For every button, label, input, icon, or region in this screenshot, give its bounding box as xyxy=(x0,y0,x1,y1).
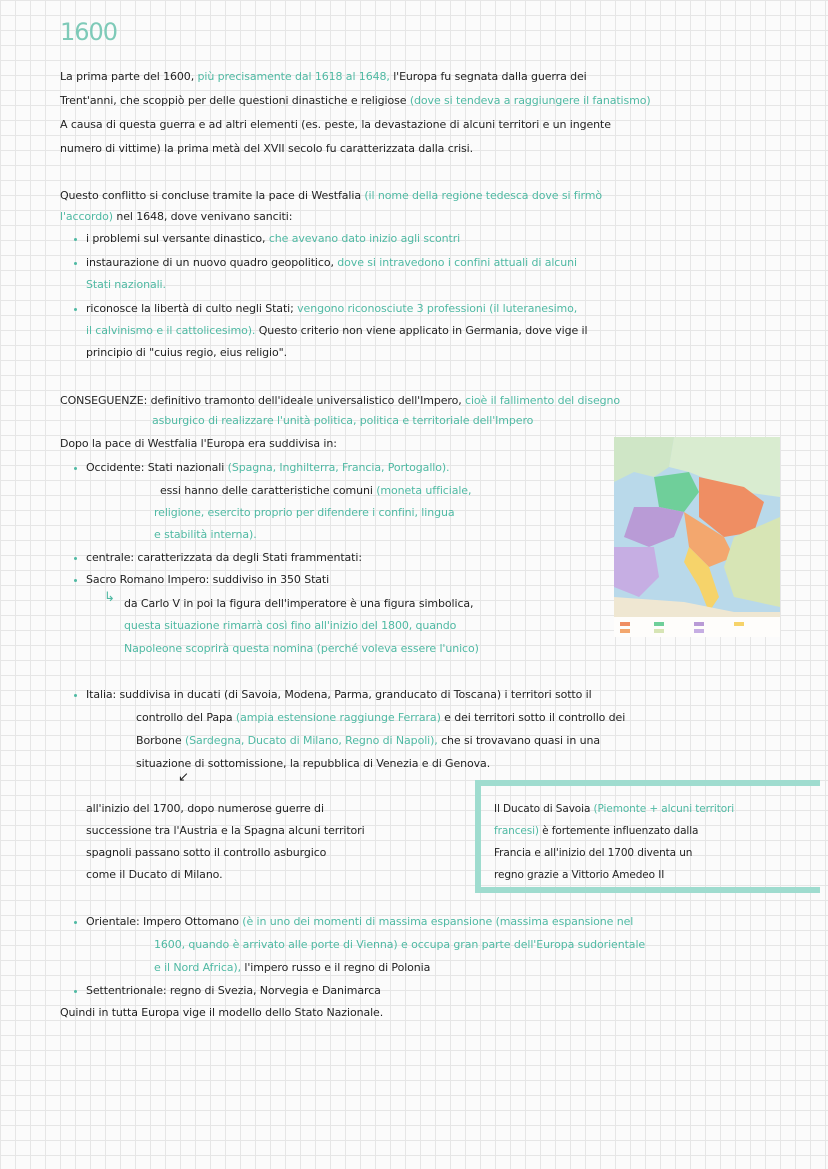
bullet-dot xyxy=(74,694,77,697)
text-segment: controllo del Papa xyxy=(136,711,236,724)
text-segment: l'Europa fu segnata dalla guerra dei xyxy=(393,70,587,83)
bullet-dot xyxy=(74,557,77,560)
text-segment: Francia e all'inizio del 1700 diventa un xyxy=(494,847,693,859)
bullet-item-cont xyxy=(86,342,287,364)
text-segment: Borbone xyxy=(136,734,185,747)
bullet-item-cont xyxy=(86,274,166,296)
arrow-icon: ↳ xyxy=(104,590,115,605)
left-note-line xyxy=(86,820,365,842)
oriente-line xyxy=(154,957,430,979)
text-segment: Il Ducato di Savoia xyxy=(494,803,594,815)
text-segment: dove si intravedono i confini attuali di alcuni xyxy=(337,256,577,269)
left-note-line xyxy=(86,842,326,864)
bullet-dot xyxy=(74,990,77,993)
text-segment: instaurazione di un nuovo quadro geopolitico, xyxy=(86,256,338,269)
text-segment: centrale: caratterizzata da degli Stati frammentati: xyxy=(86,551,362,564)
text-segment: Stati nazionali. xyxy=(86,278,166,291)
oriente-line xyxy=(60,1002,383,1024)
bullet-dot xyxy=(74,308,77,311)
text-segment: vengono riconosciute 3 professioni (il luteranesimo, xyxy=(297,302,578,315)
westfalia-line xyxy=(60,206,292,228)
text-segment: Italia: suddivisa in ducati (di Savoia, Modena, Parma, granducato di Toscana) i territori sotto il xyxy=(86,688,592,701)
italia-line xyxy=(136,753,490,775)
text-segment: situazione di sottomissione, la repubblica di Venezia e di Genova. xyxy=(136,757,491,770)
text-segment: asburgico di realizzare l'unità politica, politica e territoriale dell'Impero xyxy=(152,414,534,427)
europa-line xyxy=(154,524,257,546)
bullet-item xyxy=(86,228,460,250)
text-segment: è fortemente influenzato dalla xyxy=(542,825,699,837)
left-note-line xyxy=(86,798,324,820)
text-segment: i problemi sul versante dinastico, xyxy=(86,232,269,245)
text-segment: (moneta ufficiale, xyxy=(376,484,472,497)
conseguenze-line xyxy=(152,410,533,432)
intro-line xyxy=(60,66,587,88)
text-segment: l'impero russo e il regno di Polonia xyxy=(244,961,431,974)
europa-line xyxy=(86,569,329,591)
box-note-line xyxy=(494,842,692,864)
italia-line xyxy=(136,730,600,752)
intro-line xyxy=(60,114,611,136)
europa-line xyxy=(160,480,471,502)
text-segment: A causa di questa guerra e ad altri elementi (es. peste, la devastazione di alcuni territori e un ingente xyxy=(60,118,611,131)
bullet-dot xyxy=(74,262,77,265)
page-title: 1600 xyxy=(60,18,118,46)
intro-line xyxy=(60,90,651,112)
text-segment: all'inizio del 1700, dopo numerose guerre di xyxy=(86,802,324,815)
text-segment: e dei territori sotto il controllo dei xyxy=(444,711,626,724)
text-segment: francesi) xyxy=(494,825,543,837)
oriente-line xyxy=(86,911,633,933)
text-segment: (Spagna, Inghilterra, Francia, Portogallo). xyxy=(227,461,450,474)
bullet-dot xyxy=(74,921,77,924)
text-segment: Occidente: Stati nazionali xyxy=(86,461,228,474)
text-segment: più precisamente dal 1618 al 1648, xyxy=(197,70,394,83)
text-segment: da Carlo V in poi la figura dell'imperatore è una figura simbolica, xyxy=(124,597,474,610)
italia-line xyxy=(136,707,625,729)
oriente-line xyxy=(154,934,645,956)
bullet-item-cont xyxy=(86,320,587,342)
text-segment: (Piemonte + alcuni territori xyxy=(593,803,735,815)
text-segment: Questo criterio non viene applicato in Germania, dove vige il xyxy=(258,324,588,337)
bullet-dot xyxy=(74,238,77,241)
westfalia-line xyxy=(60,185,602,207)
europa-line xyxy=(124,615,456,637)
europe-map-image xyxy=(614,437,780,637)
text-segment: Questo conflitto si concluse tramite la pace di Westfalia xyxy=(60,189,365,202)
text-segment: Trent'anni, che scoppiò per delle questioni dinastiche e religiose xyxy=(60,94,410,107)
text-segment: essi hanno delle caratteristiche comuni xyxy=(160,484,377,497)
text-segment: il calvinismo e il cattolicesimo). xyxy=(86,324,259,337)
text-segment: 1600, quando è arrivato alle porte di Vienna) e occupa gran parte dell'Europa sudorientale xyxy=(154,938,646,951)
text-segment: questa situazione rimarrà così fino all'inizio del 1800, quando xyxy=(124,619,457,632)
box-note-line xyxy=(494,820,698,842)
europa-line xyxy=(86,457,449,479)
text-segment: come il Ducato di Milano. xyxy=(86,868,223,881)
bullet-dot xyxy=(74,579,77,582)
text-segment: (è in uno dei momenti di massima espansione (massima espansione nel xyxy=(242,915,634,928)
text-segment: regno grazie a Vittorio Amedeo II xyxy=(494,869,665,881)
text-segment: che avevano dato inizio agli scontri xyxy=(268,232,461,245)
europa-line xyxy=(86,547,362,569)
text-segment: (ampia estensione raggiunge Ferrara) xyxy=(235,711,445,724)
text-segment: Dopo la pace di Westfalia l'Europa era suddivisa in: xyxy=(60,437,337,450)
text-segment: (il nome della regione tedesca dove si firmò xyxy=(364,189,603,202)
text-segment: CONSEGUENZE: definitivo tramonto dell'ideale universalistico dell'Impero, xyxy=(60,394,465,407)
italia-line xyxy=(86,684,592,706)
text-segment: spagnoli passano sotto il controllo asburgico xyxy=(86,846,327,859)
text-segment: Sacro Romano Impero: suddiviso in 350 Stati xyxy=(86,573,330,586)
box-note-line xyxy=(494,864,664,886)
down-arrow-icon: ↙ xyxy=(178,770,189,785)
europa-line xyxy=(124,638,479,660)
text-segment: Quindi in tutta Europa vige il modello dello Stato Nazionale. xyxy=(60,1006,384,1019)
europa-line xyxy=(154,502,454,524)
text-segment: cioè il fallimento del disegno xyxy=(465,394,621,407)
text-segment: l'accordo) xyxy=(60,210,117,223)
oriente-line xyxy=(86,980,381,1002)
text-segment: numero di vittime) la prima metà del XVII secolo fu caratterizzata dalla crisi. xyxy=(60,142,474,155)
text-segment: Settentrionale: regno di Svezia, Norvegia e Danimarca xyxy=(86,984,381,997)
text-segment: successione tra l'Austria e la Spagna alcuni territori xyxy=(86,824,365,837)
text-segment: Napoleone scoprirà questa nomina (perché voleva essere l'unico) xyxy=(124,642,479,655)
bullet-item xyxy=(86,252,577,274)
europa-line xyxy=(124,593,473,615)
text-segment: e stabilità interna). xyxy=(154,528,257,541)
text-segment: e il Nord Africa), xyxy=(154,961,245,974)
text-segment: nel 1648, dove venivano sanciti: xyxy=(116,210,293,223)
text-segment: (dove si tendeva a raggiungere il fanatismo) xyxy=(409,94,651,107)
intro-line xyxy=(60,138,473,160)
left-note-line xyxy=(86,864,223,886)
conseguenze-line xyxy=(60,390,620,412)
bullet-item xyxy=(86,298,577,320)
bullet-dot xyxy=(74,467,77,470)
box-note-line xyxy=(494,798,734,820)
text-segment: religione, esercito proprio per difendere i confini, lingua xyxy=(154,506,455,519)
text-segment: che si trovavano quasi in una xyxy=(441,734,600,747)
europa-line xyxy=(60,433,337,455)
text-segment: La prima parte del 1600, xyxy=(60,70,198,83)
text-segment: principio di "cuius regio, eius religio". xyxy=(86,346,287,359)
text-segment: Orientale: Impero Ottomano xyxy=(86,915,243,928)
text-segment: (Sardegna, Ducato di Milano, Regno di Napoli), xyxy=(184,734,442,747)
text-segment: riconosce la libertà di culto negli Stati; xyxy=(86,302,298,315)
